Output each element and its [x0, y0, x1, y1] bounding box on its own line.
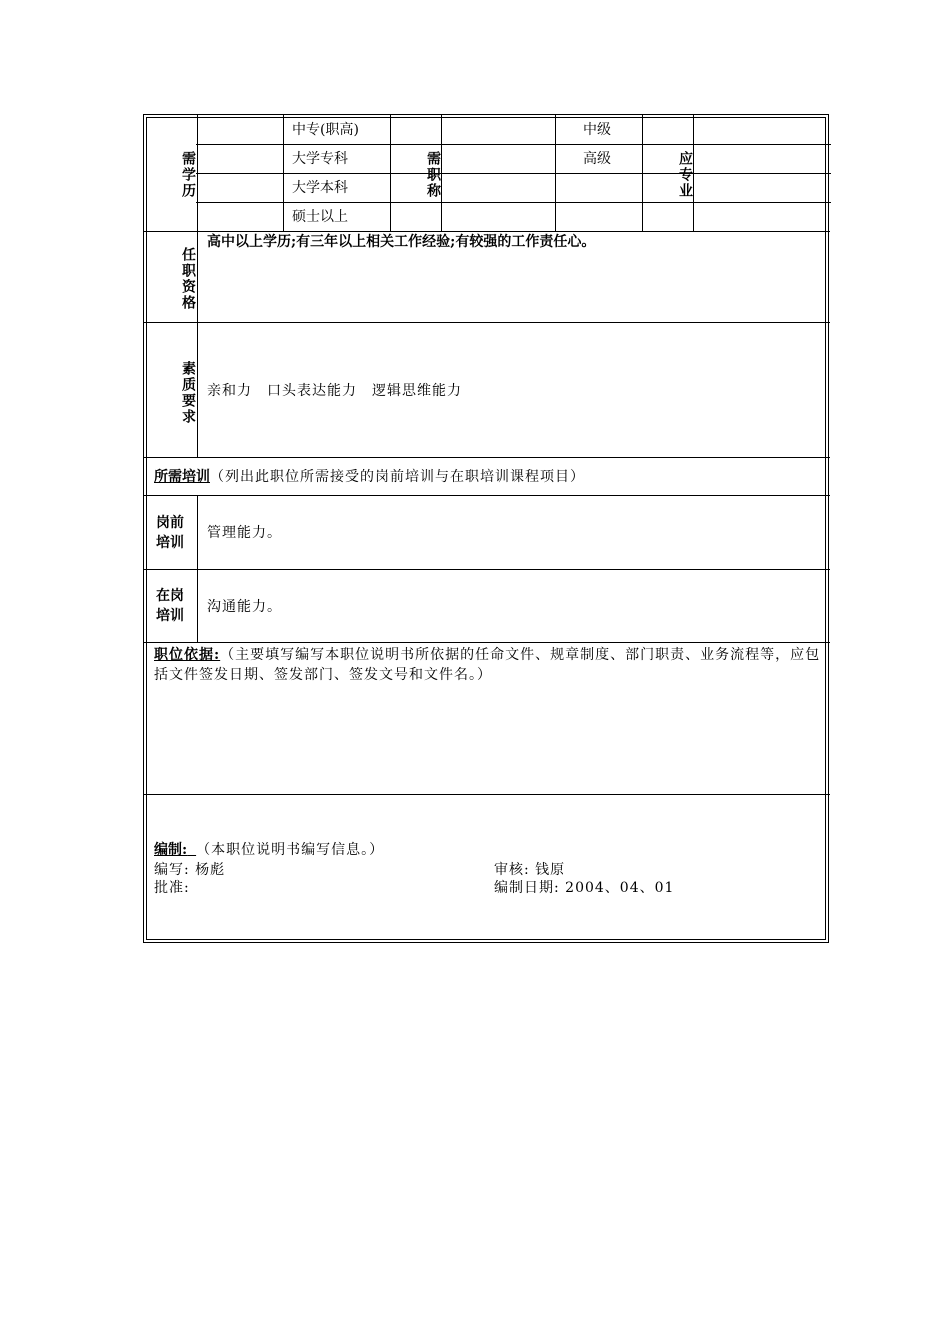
major-label: 应专业 [677, 151, 693, 199]
competencies-text: 亲和力 口头表达能力 逻辑思维能力 [207, 383, 462, 399]
compilation-note: （本职位说明书编写信息。） [196, 842, 385, 858]
education-level: 中专(职高) [292, 122, 359, 138]
writer: 编写: 杨彪 [154, 862, 226, 878]
basis-label: 职位依据: [154, 647, 221, 663]
education-level: 大学本科 [292, 180, 348, 196]
competencies-label: 素质要求 [180, 361, 196, 425]
qualifications-text: 高中以上学历;有三年以上相关工作经验;有较强的工作责任心。 [207, 234, 596, 250]
compilation-header [154, 841, 384, 859]
pre-job-training-text: 管理能力。 [207, 525, 282, 541]
title-label: 需职称 [425, 151, 441, 199]
basis-note: （主要填写编写本职位说明书所依据的任命文件、规章制度、部门职责、业务流程等，应包括文件签发日期、签发部门、签发文号和文件名。） [154, 647, 821, 683]
approver: 批准: [154, 880, 190, 896]
reviewer: 审核: 钱原 [494, 862, 566, 878]
education-label: 需学历 [180, 151, 196, 199]
title-level: 高级 [583, 151, 611, 167]
on-job-training-label: 在岗培训 [156, 588, 184, 624]
title-level: 中级 [583, 122, 611, 138]
education-level: 硕士以上 [292, 209, 348, 225]
pre-job-training-label: 岗前培训 [156, 515, 184, 551]
job-description-form [143, 114, 829, 943]
qualifications-label: 任职资格 [180, 247, 196, 311]
training-header [154, 468, 585, 486]
compile-date: 编制日期: 2004、04、01 [494, 880, 675, 896]
basis-section [154, 645, 822, 685]
education-level: 大学专科 [292, 151, 348, 167]
on-job-training-text: 沟通能力。 [207, 599, 282, 615]
training-label: 所需培训 [154, 469, 210, 485]
compilation-label: 编制: [154, 842, 188, 858]
training-note: （列出此职位所需接受的岗前培训与在职培训课程项目） [210, 469, 585, 485]
